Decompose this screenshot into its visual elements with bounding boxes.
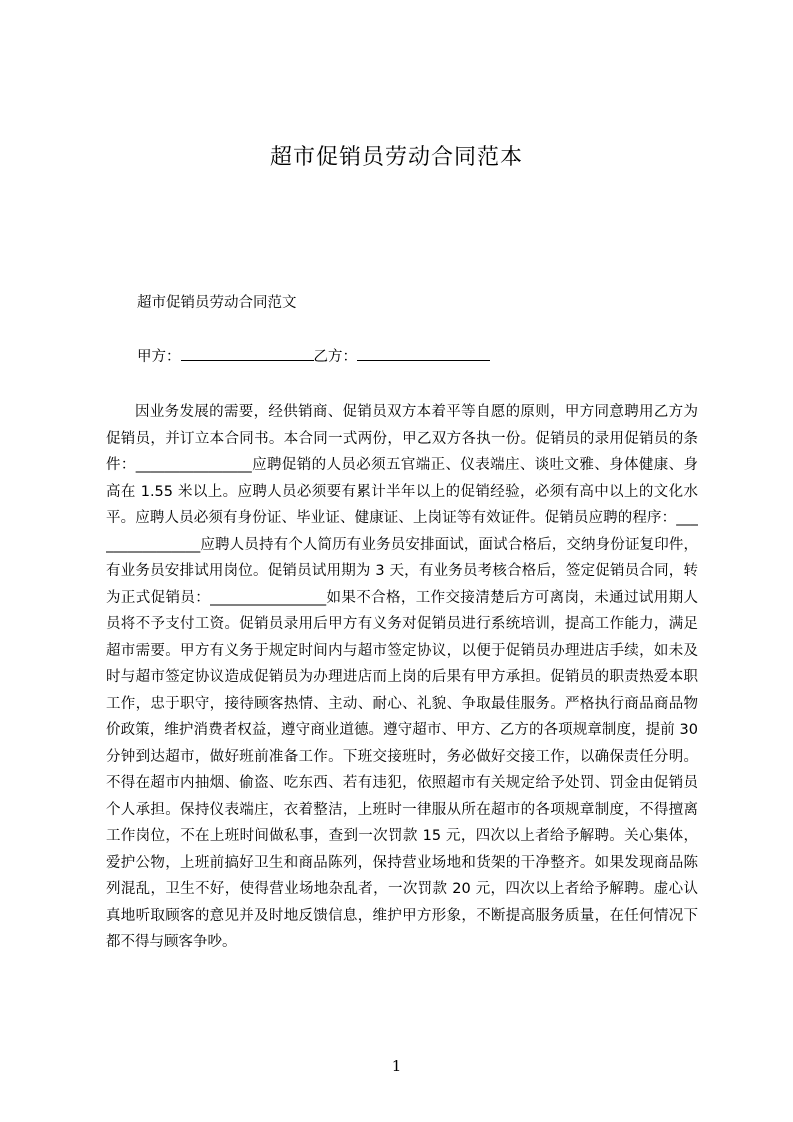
contract-body: 因业务发展的需要，经供销商、促销员双方本着平等自愿的原则，甲方同意聘用乙方为促销员，并订立本合同书。本合同一式两份，甲乙双方各执一份。促销员的录用促销员的条件：________________应聘促销的人员必须五官端正、仪表端庄、谈吐文雅、身体健康、身高在 1.55 米以上。应聘人员必须要有累计半年以上的促销经验，必须有高中以上的文化水平。应聘人员必须有身份证、毕业证、健康证、上岗证等有效证件。促销员应聘的程序：________________应聘人员持有个人简历有业务员安排面试，面试合格后，交纳身份证复印件，有业务员安排试用岗位。促销员试用期为 3 天，有业务员考核合格后，签定促销员合同，转为正式促销员：________________如果不合格，工作交接清楚后方可离岗，未通过试用期人员将不予支付工资。促销员录用后甲方有义务对促销员进行系统培训，提高工作能力，满足超市需要。甲方有义务于规定时间内与超市签定协议，以便于促销员办理进店手续，如未及时与超市签定协议造成促销员为办理进店而上岗的后果有甲方承担。促销员的职责热爱本职工作，忠于职守，接待顾客热情、主动、耐心、礼貌、争取最佳服务。严格执行商品商品物价政策，维护消费者权益，遵守商业道德。遵守超市、甲方、乙方的各项规章制度，提前 30 分钟到达超市，做好班前准备工作。下班交接班时，务必做好交接工作，以确保责任分明。不得在超市内抽烟、偷盗、吃东西、若有违犯，依照超市有关规定给予处罚、罚金由促销员个人承担。保持仪表端庄，衣着整洁，上班时一律服从所在超市的各项规章制度，不得擅离工作岗位，不在上班时间做私事，查到一次罚款 15 元，四次以上者给予解聘。关心集体，爱护公物，上班前搞好卫生和商品陈列，保持营业场地和货架的干净整齐。如果发现商品陈列混乱，卫生不好，使得营业场地杂乱者，一次罚款 20 元，四次以上者给予解聘。虚心认真地听取顾客的意见并及时地反馈信息，维护甲方形象，不断提高服务质量，在任何情况下都不得与顾客争吵。 (106, 404, 698, 950)
party-b-blank (357, 347, 490, 361)
party-b-label: 乙方： (313, 349, 357, 365)
party-a-label: 甲方： (137, 349, 181, 365)
document-title: 超市促销员劳动合同范本 (269, 145, 523, 170)
parties-line (137, 345, 490, 366)
party-a-blank (181, 347, 314, 361)
document-subtitle: 超市促销员劳动合同范文 (137, 295, 297, 311)
page-number: 1 (391, 1057, 402, 1075)
